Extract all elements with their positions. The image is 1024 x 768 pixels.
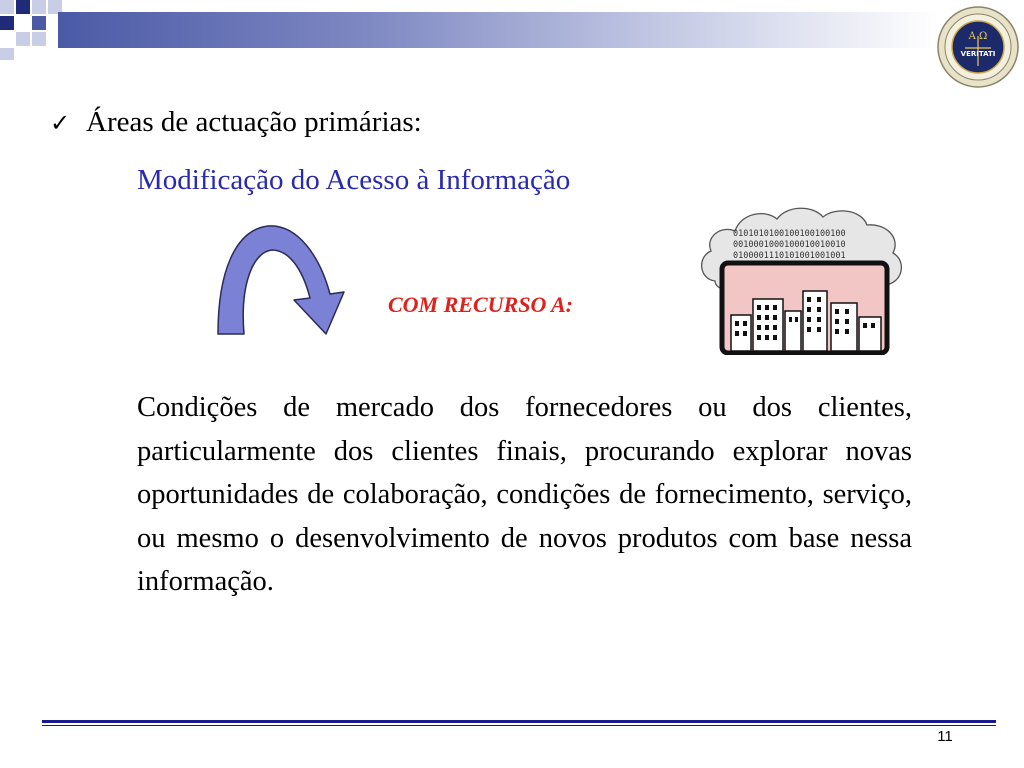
footer-divider [42, 720, 996, 723]
callout-label: COM RECURSO A: [388, 292, 574, 317]
city-data-cloud-icon [695, 203, 910, 355]
bullet-heading [50, 106, 422, 139]
binary-line: 0100001110101001001001 [733, 251, 846, 261]
body-paragraph: Condições de mercado dos fornecedores ou dos clientes, particularmente dos clientes finais, procurando explorar novas oportunidades de colaboração, condições de fornecimento, serviço, ou mesmo o desenvolvimento de novos produtos com base nessa informação. [137, 392, 912, 597]
binary-line: 0010001000100010010010 [733, 240, 846, 250]
curved-arrow-icon [210, 222, 370, 342]
binary-line: 0101010100100100100100 [733, 229, 846, 239]
header-gradient-band [58, 12, 938, 48]
svg-text:A Ω: A Ω [968, 31, 988, 42]
checkmark-icon: ✓ [50, 109, 71, 137]
seal-text: VERITATI [960, 50, 996, 58]
footer-divider-thin [42, 725, 996, 726]
bullet-heading-text: Áreas de actuação primárias: [86, 106, 422, 138]
page-number: 11 [937, 728, 953, 745]
section-subtitle: Modificação do Acesso à Informação [137, 164, 571, 196]
university-seal-icon [937, 6, 1019, 88]
